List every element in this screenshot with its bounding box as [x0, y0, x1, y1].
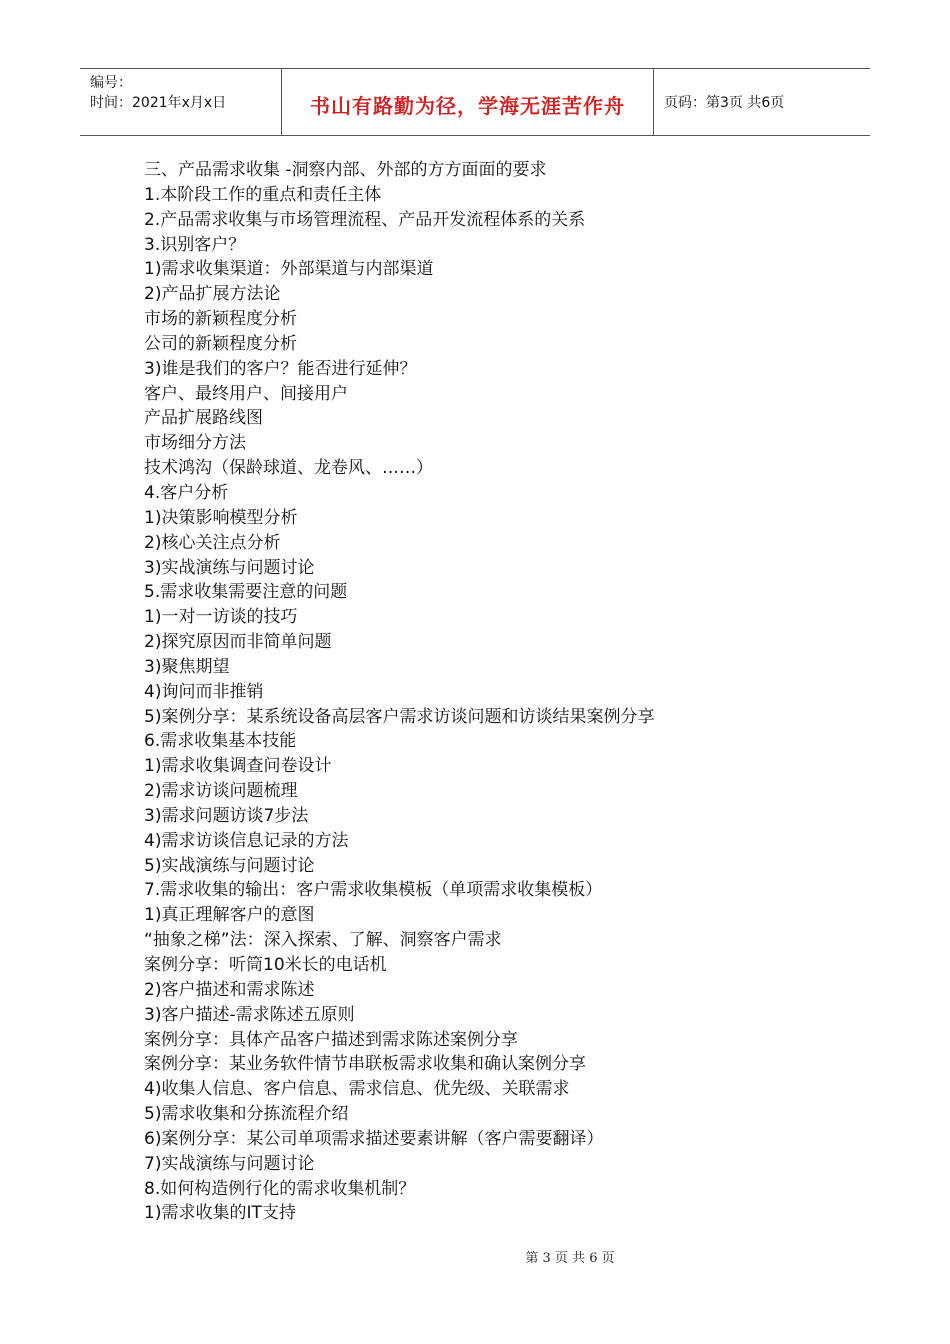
body-line: 2)核心关注点分析: [144, 532, 281, 553]
body-line: 案例分享：听筒10米长的电话机: [144, 955, 387, 975]
body-line: 4)需求访谈信息记录的方法: [144, 830, 349, 851]
page-header: [80, 68, 870, 136]
body-line: 公司的新颖程度分析: [144, 333, 297, 354]
body-line: 市场的新颖程度分析: [144, 309, 297, 330]
body-line: 2)探究原因而非简单问题: [144, 632, 332, 653]
body-line: 市场细分方法: [144, 433, 246, 454]
header-motto-cell: [282, 69, 654, 135]
body-line: 7)实战演练与问题讨论: [144, 1153, 315, 1174]
body-line: 7.需求收集的输出：客户需求收集模板（单项需求收集模板）: [144, 880, 603, 901]
body-line: 1)决策影响模型分析: [144, 507, 298, 528]
body-line: 4)收集人信息、客户信息、需求信息、优先级、关联需求: [144, 1079, 570, 1100]
body-line: 1.本阶段工作的重点和责任主体: [144, 184, 382, 205]
body-line: 3.识别客户？: [144, 234, 246, 255]
body-line: 3)需求问题访谈7步法: [144, 805, 309, 826]
body-line: 6.需求收集基本技能: [144, 731, 297, 752]
document-body: [144, 158, 844, 1226]
body-line: 5.需求收集需要注意的问题: [144, 582, 348, 603]
body-line: 3)客户描述-需求陈述五原则: [144, 1004, 355, 1025]
body-line: 1)需求收集的IT支持: [144, 1203, 296, 1224]
body-line: 1)真正理解客户的意图: [144, 905, 315, 926]
body-line: “抽象之梯”法：深入探索、了解、洞察客户需求: [144, 930, 502, 951]
header-page-code: [654, 69, 870, 135]
page-code-text: 页码：第3页 共6页: [664, 95, 785, 111]
number-label: 编号：: [90, 75, 132, 91]
body-line: 2)客户描述和需求陈述: [144, 979, 315, 1000]
body-line: 8.如何构造例行化的需求收集机制？: [144, 1178, 416, 1199]
body-line: 3)谁是我们的客户？能否进行延伸？: [144, 358, 417, 379]
time-label: 时间：2021年x月x日: [90, 95, 227, 111]
body-line: 产品扩展路线图: [144, 408, 263, 429]
body-line: 1)需求收集渠道：外部渠道与内部渠道: [144, 259, 434, 280]
body-line: 1)一对一访谈的技巧: [144, 607, 298, 628]
body-line: 5)案例分享：某系统设备高层客户需求访谈问题和访谈结果案例分享: [144, 706, 655, 727]
body-line: 5)实战演练与问题讨论: [144, 855, 315, 876]
motto-text: 书山有路勤为径，学海无涯苦作舟: [310, 93, 625, 118]
body-line: 三、产品需求收集 -洞察内部、外部的方方面面的要求: [144, 160, 547, 180]
body-line: 客户、最终用户、间接用户: [144, 383, 348, 404]
body-line: 4)询问而非推销: [144, 681, 264, 702]
body-line: 3)实战演练与问题讨论: [144, 557, 315, 578]
body-line: 6)案例分享：某公司单项需求描述要素讲解（客户需要翻译）: [144, 1128, 604, 1149]
body-line: 技术鸿沟（保龄球道、龙卷风、……）: [144, 458, 433, 479]
header-meta: [80, 69, 282, 135]
footer-page-number: 第 3 页 共 6 页: [525, 1251, 615, 1266]
body-line: 2)需求访谈问题梳理: [144, 781, 298, 802]
body-line: 5)需求收集和分拣流程介绍: [144, 1104, 349, 1125]
body-line: 1)需求收集调查问卷设计: [144, 756, 332, 777]
body-line: 4.客户分析: [144, 482, 229, 503]
page-footer: [0, 1247, 950, 1266]
body-line: 案例分享：具体产品客户描述到需求陈述案例分享: [144, 1029, 518, 1050]
body-line: 3)聚焦期望: [144, 656, 230, 677]
body-line: 2)产品扩展方法论: [144, 284, 281, 305]
body-line: 案例分享：某业务软件情节串联板需求收集和确认案例分享: [144, 1054, 586, 1075]
body-line: 2.产品需求收集与市场管理流程、产品开发流程体系的关系: [144, 209, 586, 230]
